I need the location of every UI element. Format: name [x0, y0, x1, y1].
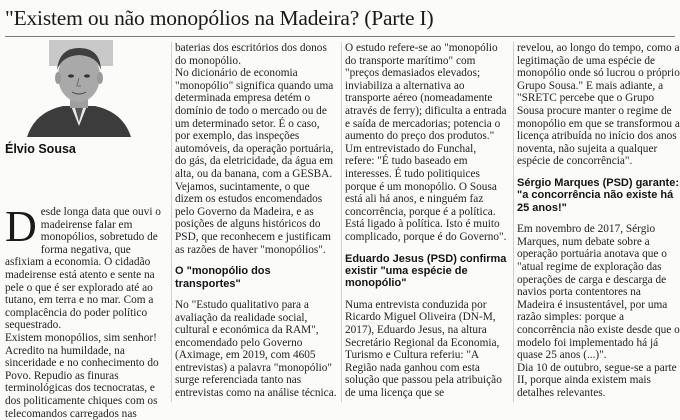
drop-cap: D [5, 202, 37, 251]
column-divider [171, 42, 172, 402]
paragraph: Dia 10 de outubro, segue-se a parte II, porque ainda existem mais detalhes relevantes. [517, 361, 677, 399]
section-subhead: O "monopólio dos transportes" [175, 265, 271, 290]
headline-divider [5, 36, 675, 37]
author-portrait-icon [5, 40, 153, 137]
paragraph: Vejamos, sucintamente, o que dizem os estudos encomendados pelo Governo da Madeira, e as posições de alguns históricos do PSD, que reconhecem e justificam as razões de haver "monopólios". [175, 180, 331, 256]
section-subhead: Eduardo Jesus (PSD) confirma existir "uma espécie de monopólio" [345, 252, 507, 290]
paragraph: Um entrevistado do Funchal, refere: "É tudo baseado em interesses. É tudo politiquices porque é um monopólio. O Sousa está ali há anos, e ninguém faz concorrência, porque é a política. Está ligado à política. Isto é muito complicado, porque é do Governo". [345, 142, 507, 243]
article-headline: "Existem ou não monopólios na Madeira? (Parte I) [5, 6, 434, 30]
paragraph: esde longa data que ouvi o madeirense falar em monopólios, sobretudo de forma negativa, que asfixiam a economia. O cidadão madeirense está atento e sente na pele o que é ser explorado até ao tutano, em terra e no mar. Com a complacência do poder político sequestrado. [5, 206, 161, 332]
article-column-1 [5, 202, 168, 420]
paragraph: revelou, ao longo do tempo, como a legitimação de uma espécie de monopólio onde só lucrou o próprio Grupo Sousa." E mais adiante, a "SRETC percebe que o Grupo Sousa procure manter o regime de monopólio em que se transformou a licença atribuída no início dos anos noventa, não sujeita a qualquer espécie de concorrência". [517, 42, 680, 168]
section-subhead: Sérgio Marques (PSD) garante: "a concorrência não existe há 25 anos!" [517, 176, 679, 214]
article-column-4 [517, 42, 680, 399]
paragraph: baterias dos escritórios dos donos do monopólio. [175, 42, 327, 67]
author-name: Élvio Sousa [5, 142, 76, 156]
article-column-2 [175, 42, 337, 400]
paragraph: O estudo refere-se ao "monopólio do transporte marítimo" com "preços demasiados elevados; inviabiliza a alternativa ao transporte aéreo (nomeadamente através de ferry); dificulta a entrada e saída de mercadorias; potencia o aumento do preço dos produtos." [345, 42, 507, 143]
column-divider [341, 42, 342, 402]
paragraph: Numa entrevista conduzida por Ricardo Miguel Oliveira (DN-M, 2017), Eduardo Jesus, na altura Secretário Regional da Economia, Turismo e Cultura referiu: "A Região nada ganhou com esta solução que passou pela atribuição de uma licença que se [345, 298, 502, 399]
paragraph: Em novembro de 2017, Sérgio Marques, num debate sobre a operação portuária anotava que o "atual regime de exploração das operações de carga e descarga de navios porta contentores na Madeira é insustentável, por uma razão simples: porque a concorrência não existe desde que o modelo foi implementado há já quase 25 anos (...)". [517, 223, 680, 362]
paragraph: Existem monopólios, sim senhor! Acredito na humildade, na sinceridade e no conhecimento do Povo. Repudio as finuras terminológicas dos tecnocratas, e dos politicamente chiques com os telecomandos carregados nas [5, 331, 159, 420]
paragraph: No dicionário de economia "monopólio" significa quando uma determinada empresa detém o domínio de todo o mercado ou de um determinado setor. É o caso, por exemplo, das inspeções automóveis, da operação portuária, do gás, da eletricidade, da água em alta, ou da banana, com a GESBA. [175, 67, 334, 180]
column-divider [513, 42, 514, 402]
paragraph: No "Estudo qualitativo para a avaliação da realidade social, cultural e económica da RAM", encomendado pelo Governo (Aximage, em 2019, com 4605 entrevistas) a palavra "monopólio" surge referenciada tanto nas entrevistas como na análise técnica. [175, 298, 337, 400]
article-column-3 [345, 42, 507, 399]
